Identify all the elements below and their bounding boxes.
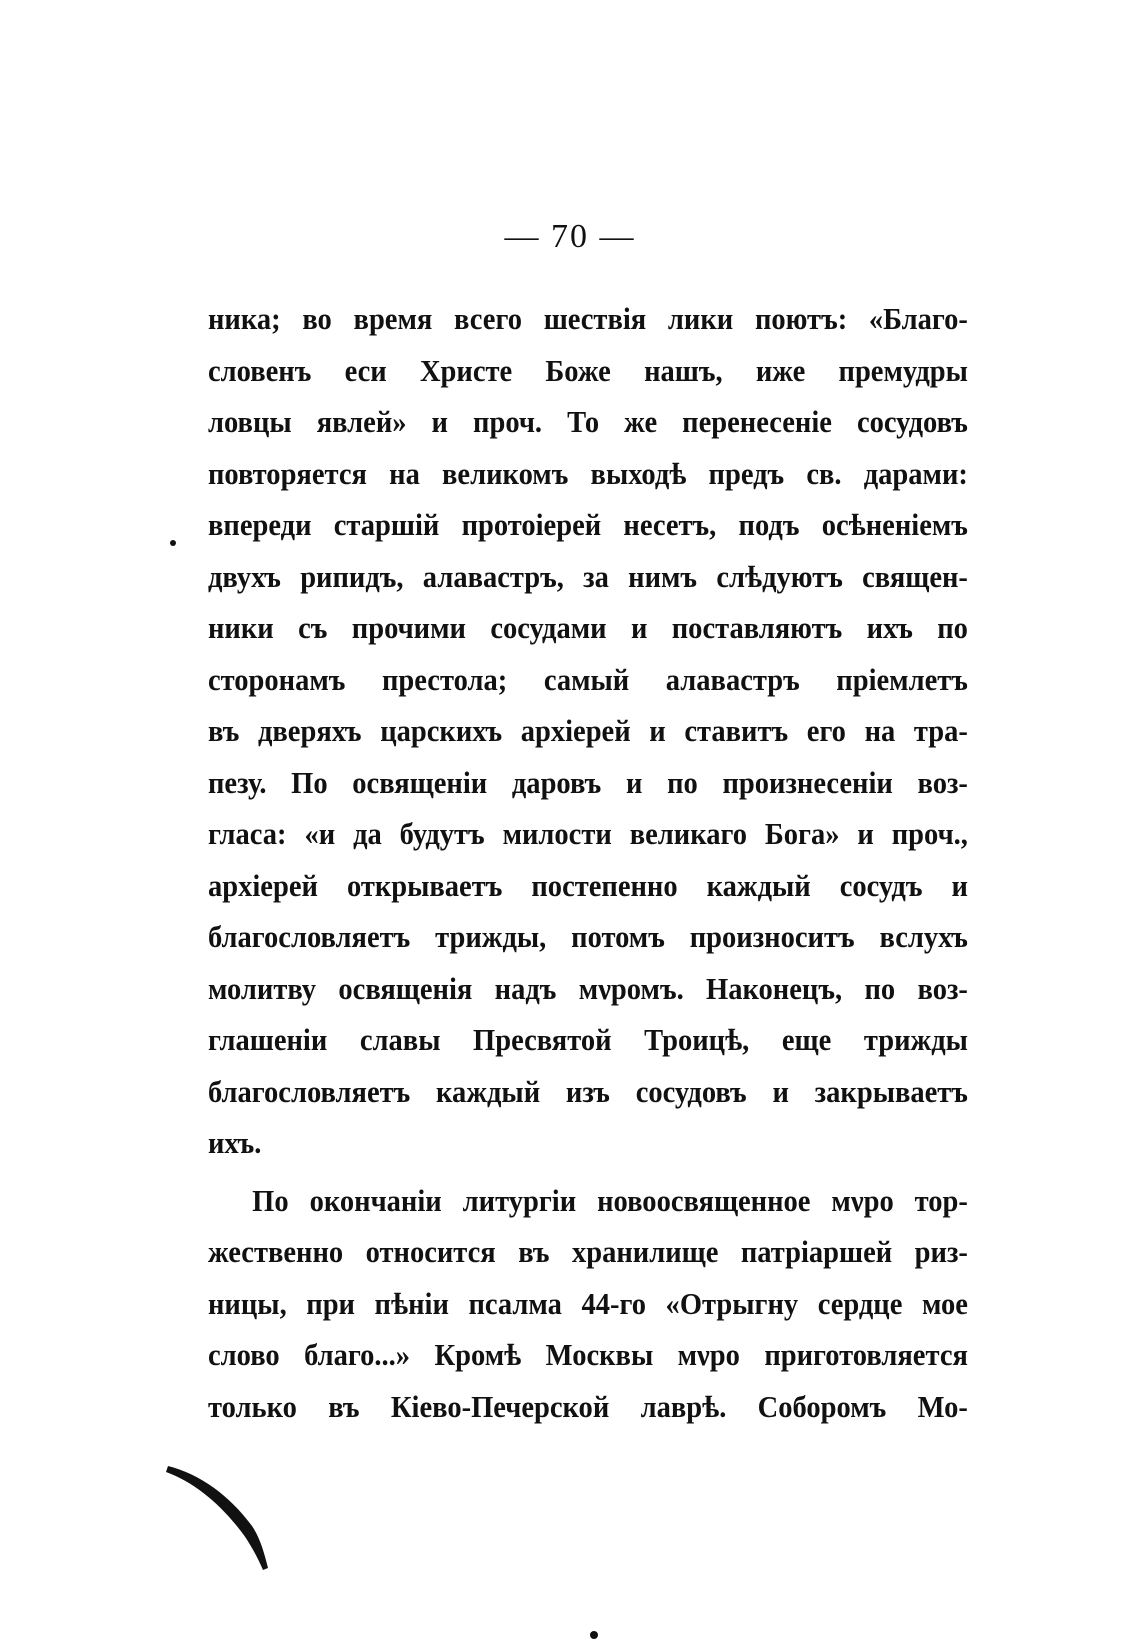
text-line: ницы, при пѣніи псалма 44-го «Отрыгну сердце мое: [208, 1285, 968, 1321]
text-line: ловцы явлей» и проч. То же перенесеніе сосудовъ: [208, 404, 968, 439]
text-line: По окончаніи литургіи новоосвященное мνро тор-: [252, 1182, 968, 1218]
text-line: впереди старшій протоіерей несетъ, подъ осѣненіемъ: [208, 507, 968, 542]
text-line: глашеніи славы Пресвятой Троицѣ, еще трижды: [208, 1022, 968, 1057]
page-number: — 70 —: [504, 218, 636, 255]
text-line: въ дверяхъ царскихъ архіерей и ставитъ его на тра-: [208, 713, 968, 748]
text-line: слово благо...» Кромѣ Москвы мνро приготовляется: [208, 1337, 968, 1372]
paragraph-1: [208, 293, 968, 1169]
paragraph-2: [208, 1175, 968, 1433]
text-line: благословляетъ трижды, потомъ произноситъ вслухъ: [208, 919, 968, 954]
text-line: только въ Кіево-Печерской лаврѣ. Соборомъ Мо-: [208, 1388, 968, 1424]
text-line: сторонамъ престола; самый алавастръ пріемлетъ: [208, 661, 968, 697]
text-line: ихъ.: [208, 1125, 262, 1160]
body-text: [208, 293, 968, 1432]
text-line: молитву освященія надъ мνромъ. Наконецъ, по воз-: [208, 970, 968, 1006]
ink-speck: [170, 540, 176, 546]
text-line: жественно относится въ хранилище патріаршей риз-: [208, 1234, 968, 1269]
text-line: гласа: «и да будутъ милости великаго Бога» и проч.,: [208, 816, 968, 851]
text-line: двухъ рипидъ, алавастръ, за нимъ слѣдуютъ священ-: [208, 558, 968, 594]
text-line: словенъ еси Христе Боже нашъ, иже премудры: [208, 352, 968, 388]
text-line: ника; во время всего шествія лики поютъ: «Благо-: [208, 301, 968, 336]
text-line: благословляетъ каждый изъ сосудовъ и закрываетъ: [208, 1073, 968, 1109]
text-line: пезу. По освященіи даровъ и по произнесеніи воз-: [208, 764, 968, 800]
text-line: архіерей открываетъ постепенно каждый сосудъ и: [208, 867, 968, 903]
text-line: ники съ прочими сосудами и поставляютъ ихъ по: [208, 610, 968, 645]
text-line: повторяется на великомъ выходѣ предъ св. дарами:: [208, 455, 968, 491]
ink-speck: [590, 1631, 598, 1639]
ink-stroke-mark: [160, 1456, 280, 1576]
